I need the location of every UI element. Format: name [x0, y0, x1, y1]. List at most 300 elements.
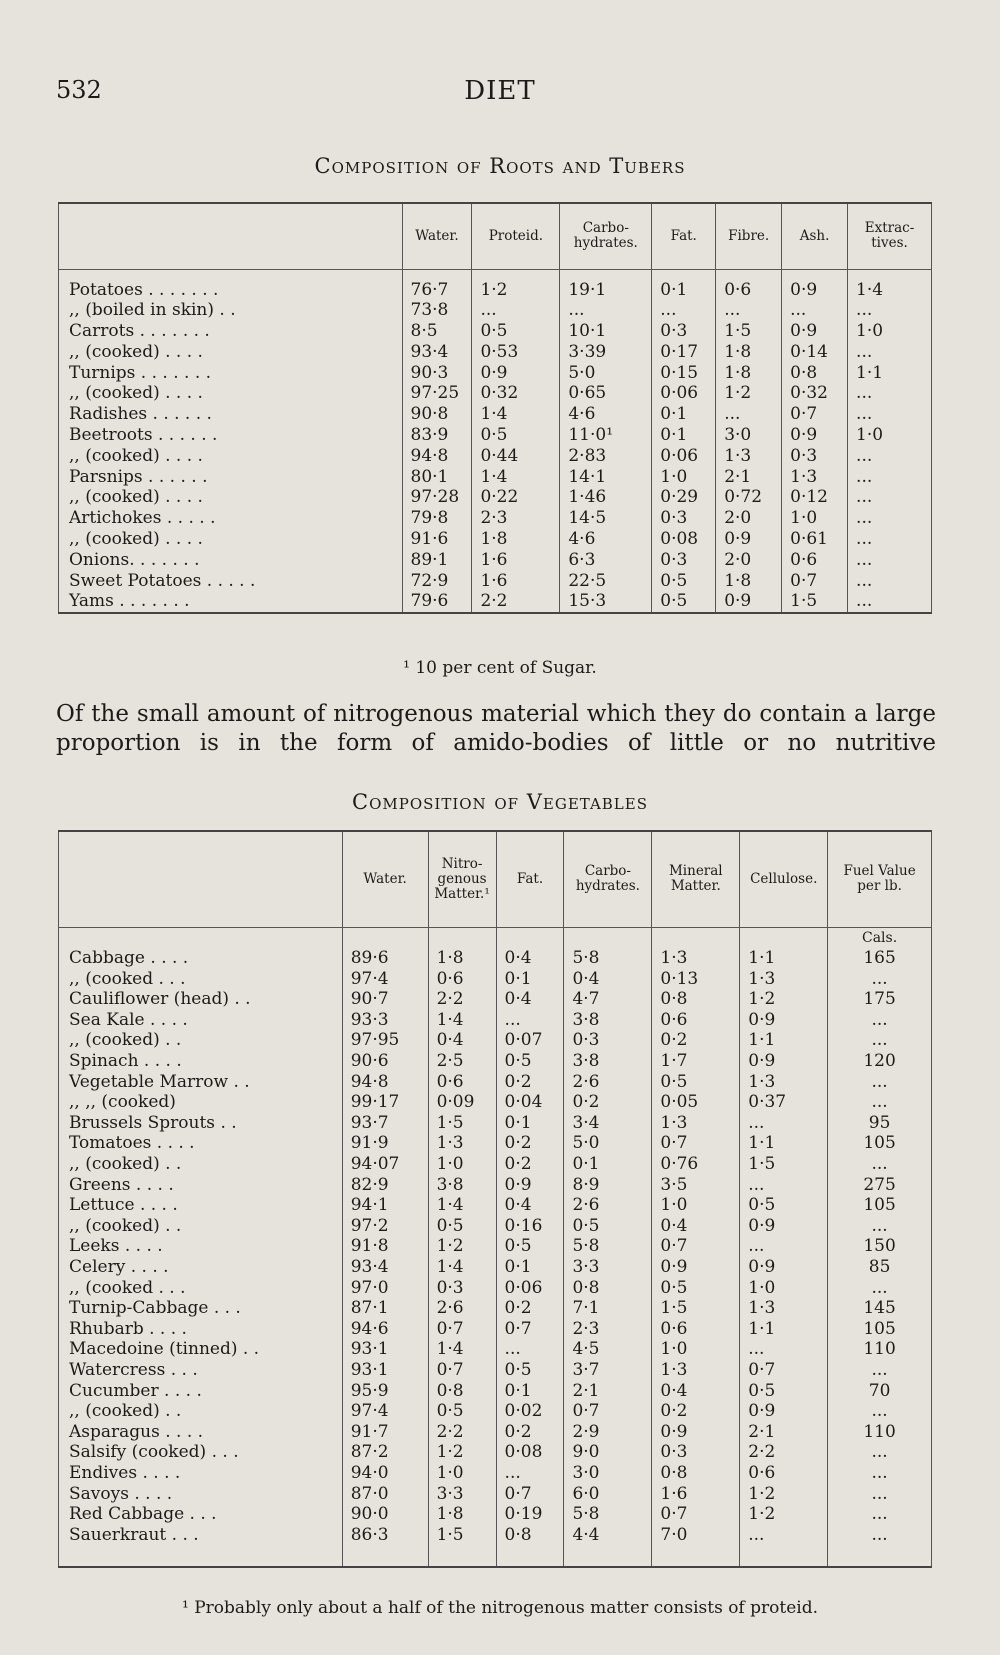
table-cell: 0·06 — [496, 1278, 564, 1299]
table-cell: ... — [740, 1175, 828, 1196]
row-label: ,, (cooked) . . — [69, 1401, 182, 1422]
table-cell: ... — [848, 404, 932, 425]
table-cell: 2·2 — [472, 591, 560, 613]
table-cell: 3·8 — [428, 1175, 496, 1196]
table-cell: 80·1 — [402, 467, 472, 488]
row-label: Cabbage . . . . — [69, 948, 189, 969]
table-cell: ... — [828, 1463, 932, 1484]
table-cell: 0·1 — [652, 280, 716, 301]
table-cell: 1·4 — [848, 280, 932, 301]
table-cell: 79·6 — [402, 591, 472, 613]
table-cell: 9·0 — [564, 1442, 652, 1463]
table-cell: 0·2 — [496, 1422, 564, 1443]
table-cell: 90·8 — [402, 404, 472, 425]
table-cell: 0·72 — [716, 487, 782, 508]
table-row — [59, 321, 932, 342]
table-cell: 0·08 — [496, 1442, 564, 1463]
table-cell: 15·3 — [560, 591, 652, 613]
table-cell: 0·12 — [782, 487, 848, 508]
table-row — [59, 591, 932, 613]
table-cell: 110 — [828, 1339, 932, 1360]
table-cell: 1·3 — [652, 948, 740, 969]
table-cell: ... — [496, 1463, 564, 1484]
roots-spacer-row — [59, 269, 932, 280]
table-cell: 0·7 — [652, 1504, 740, 1525]
table-cell: 1·0 — [740, 1278, 828, 1299]
row-label: ,, (cooked) . . — [69, 1154, 182, 1175]
table-cell: 1·0 — [782, 508, 848, 529]
table-cell: ... — [848, 300, 932, 321]
table-cell: 1·0 — [652, 1195, 740, 1216]
table-cell: 1·2 — [428, 1442, 496, 1463]
row-label: Red Cabbage . . . — [69, 1504, 217, 1525]
table-cell: 0·1 — [564, 1154, 652, 1175]
vegetables-table-title: Composition of Vegetables — [352, 790, 648, 814]
table-cell: 0·2 — [496, 1072, 564, 1093]
table-cell: 87·0 — [342, 1484, 428, 1505]
row-label: Radishes . . . . . . — [69, 404, 212, 425]
table-cell: 0·7 — [782, 571, 848, 592]
table-row — [59, 1072, 932, 1093]
table-row — [59, 1216, 932, 1237]
table-cell: ... — [828, 1072, 932, 1093]
table-cell: 0·1 — [496, 1257, 564, 1278]
table-cell: 0·65 — [560, 383, 652, 404]
roots-header: Carbo-hydrates. — [560, 203, 652, 269]
table-cell: 1·0 — [848, 425, 932, 446]
table-row — [59, 529, 932, 550]
table-cell: 0·2 — [652, 1030, 740, 1051]
table-row — [59, 1257, 932, 1278]
table-cell: 1·1 — [740, 948, 828, 969]
vegetables-table-body — [59, 927, 932, 1567]
table-cell: ... — [828, 1092, 932, 1113]
table-row — [59, 1360, 932, 1381]
table-cell: 0·3 — [564, 1030, 652, 1051]
table-cell: 87·2 — [342, 1442, 428, 1463]
table-cell: 97·28 — [402, 487, 472, 508]
table-row — [59, 383, 932, 404]
table-cell: 0·6 — [740, 1463, 828, 1484]
row-label: Carrots . . . . . . . — [69, 321, 210, 342]
table-cell: 0·8 — [652, 1463, 740, 1484]
table-cell: ... — [848, 446, 932, 467]
table-cell: 175 — [828, 989, 932, 1010]
table-cell: 0·9 — [782, 425, 848, 446]
table-cell: ... — [848, 550, 932, 571]
vegetables-header: Fuel Value per lb. — [828, 831, 932, 927]
roots-footnote: ¹ 10 per cent of Sugar. — [403, 658, 597, 678]
table-cell: ... — [848, 571, 932, 592]
table-row — [59, 1504, 932, 1525]
row-label: Turnips . . . . . . . — [69, 362, 212, 383]
table-cell: 0·3 — [652, 321, 716, 342]
table-cell: 1·0 — [848, 321, 932, 342]
table-cell: 2·0 — [716, 550, 782, 571]
table-cell: ... — [652, 300, 716, 321]
table-cell: 11·0¹ — [560, 425, 652, 446]
row-label: ,, (cooked) . . — [69, 1215, 182, 1236]
table-cell: 0·8 — [564, 1278, 652, 1299]
table-cell: 120 — [828, 1051, 932, 1072]
table-cell: 1·4 — [428, 1339, 496, 1360]
table-cell: 3·8 — [564, 1051, 652, 1072]
table-cell: 14·5 — [560, 508, 652, 529]
table-cell: 0·9 — [740, 1051, 828, 1072]
table-cell: 1·8 — [472, 529, 560, 550]
table-cell: 0·9 — [740, 1216, 828, 1237]
table-cell: 7·1 — [564, 1298, 652, 1319]
table-cell: 1·5 — [740, 1154, 828, 1175]
table-cell: 0·61 — [782, 529, 848, 550]
table-row — [59, 1298, 932, 1319]
table-cell: 14·1 — [560, 467, 652, 488]
vegetables-footnote: ¹ Probably only about a half of the nitrogenous matter consists of proteid. — [182, 1598, 818, 1618]
table-cell: 1·1 — [740, 1030, 828, 1051]
table-cell: 1·3 — [428, 1133, 496, 1154]
table-row — [59, 467, 932, 488]
table-cell: 2·3 — [564, 1319, 652, 1340]
table-cell: 1·3 — [740, 1298, 828, 1319]
table-cell: 150 — [828, 1236, 932, 1257]
table-cell: 1·3 — [652, 1360, 740, 1381]
table-cell: ... — [496, 1339, 564, 1360]
row-label: Parsnips . . . . . . — [69, 466, 208, 487]
table-row — [59, 363, 932, 384]
table-cell: 97·2 — [342, 1216, 428, 1237]
table-row — [59, 342, 932, 363]
table-cell: 0·17 — [652, 342, 716, 363]
table-cell: ... — [828, 1154, 932, 1175]
table-cell: 2·6 — [564, 1195, 652, 1216]
table-cell: ... — [828, 1278, 932, 1299]
table-cell: ... — [740, 1525, 828, 1546]
fuel-units-label: Cals. — [828, 927, 932, 948]
table-cell: 1·5 — [428, 1525, 496, 1546]
table-cell: 165 — [828, 948, 932, 969]
table-cell: 0·5 — [652, 571, 716, 592]
table-cell: 105 — [828, 1319, 932, 1340]
table-cell: 0·9 — [782, 280, 848, 301]
table-cell: ... — [848, 383, 932, 404]
table-cell: 0·32 — [472, 383, 560, 404]
table-cell: 0·3 — [652, 550, 716, 571]
row-label: Asparagus . . . . — [69, 1421, 204, 1442]
row-label: Potatoes . . . . . . . — [69, 279, 219, 300]
table-cell: 19·1 — [560, 280, 652, 301]
table-cell: 1·2 — [716, 383, 782, 404]
table-row — [59, 1195, 932, 1216]
row-label: Rhubarb . . . . — [69, 1318, 187, 1339]
table-cell: 0·2 — [496, 1154, 564, 1175]
table-cell: 0·22 — [472, 487, 560, 508]
table-cell: ... — [828, 1030, 932, 1051]
table-cell: 1·4 — [428, 1010, 496, 1031]
table-cell: 3·3 — [564, 1257, 652, 1278]
table-cell: 8·9 — [564, 1175, 652, 1196]
row-label: Yams . . . . . . . — [69, 591, 190, 612]
table-cell: 0·2 — [652, 1401, 740, 1422]
body-paragraph: Of the small amount of nitrogenous material which they do contain a large proportion is in the form of amido-bodies of little or no nutritive — [56, 701, 936, 756]
table-cell: 0·1 — [652, 425, 716, 446]
table-cell: 0·5 — [652, 1278, 740, 1299]
table-cell: 94·07 — [342, 1154, 428, 1175]
table-cell: 0·8 — [782, 363, 848, 384]
table-cell: 0·5 — [472, 321, 560, 342]
table-row — [59, 1381, 932, 1402]
table-row — [59, 1051, 932, 1072]
table-row — [59, 300, 932, 321]
table-cell: 1·8 — [716, 571, 782, 592]
vegetables-header: Cellulose. — [740, 831, 828, 927]
vegetables-table — [58, 830, 932, 1568]
table-cell: 1·4 — [428, 1257, 496, 1278]
table-cell: ... — [782, 300, 848, 321]
table-cell: 1·2 — [740, 1504, 828, 1525]
table-cell: 4·6 — [560, 404, 652, 425]
row-label: ,, (cooked) . . . . — [69, 341, 203, 362]
table-cell: ... — [828, 1484, 932, 1505]
table-cell: 0·9 — [782, 321, 848, 342]
table-cell: 2·83 — [560, 446, 652, 467]
table-cell: 93·4 — [342, 1257, 428, 1278]
table-cell: 0·19 — [496, 1504, 564, 1525]
table-row — [59, 1092, 932, 1113]
table-cell: 0·9 — [740, 1257, 828, 1278]
table-cell: 0·5 — [740, 1381, 828, 1402]
table-cell: ... — [828, 1442, 932, 1463]
table-cell: 79·8 — [402, 508, 472, 529]
table-row — [59, 508, 932, 529]
table-cell: 0·9 — [740, 1401, 828, 1422]
table-cell: 2·2 — [740, 1442, 828, 1463]
table-cell: 1·5 — [716, 321, 782, 342]
table-cell: 70 — [828, 1381, 932, 1402]
table-cell: 0·2 — [496, 1133, 564, 1154]
row-label: Vegetable Marrow . . — [69, 1071, 250, 1092]
row-label: Salsify (cooked) . . . — [69, 1442, 239, 1463]
table-cell: 0·16 — [496, 1216, 564, 1237]
table-cell: 95·9 — [342, 1381, 428, 1402]
table-row — [59, 969, 932, 990]
table-cell: 0·6 — [652, 1319, 740, 1340]
table-cell: 0·5 — [740, 1195, 828, 1216]
row-label: Artichokes . . . . . — [69, 508, 216, 529]
table-cell: 0·7 — [428, 1319, 496, 1340]
row-label: Cucumber . . . . — [69, 1380, 202, 1401]
table-cell: 0·4 — [428, 1030, 496, 1051]
table-cell: 89·6 — [342, 948, 428, 969]
table-cell: 0·9 — [740, 1010, 828, 1031]
row-label: Cauliflower (head) . . — [69, 989, 251, 1010]
row-label: ,, (cooked . . . — [69, 968, 186, 989]
table-cell: 0·7 — [782, 404, 848, 425]
table-cell: 95 — [828, 1113, 932, 1134]
table-cell: 0·4 — [564, 969, 652, 990]
table-cell: ... — [828, 1010, 932, 1031]
table-cell: 97·0 — [342, 1278, 428, 1299]
table-cell: 1·6 — [472, 550, 560, 571]
row-label: Greens . . . . — [69, 1174, 174, 1195]
table-cell: ... — [848, 342, 932, 363]
table-cell: 91·8 — [342, 1236, 428, 1257]
row-label: ,, (cooked) . . — [69, 1030, 182, 1051]
table-cell: 2·6 — [428, 1298, 496, 1319]
table-cell: 4·5 — [564, 1339, 652, 1360]
table-cell: ... — [828, 1504, 932, 1525]
table-cell: 0·7 — [564, 1401, 652, 1422]
table-cell: ... — [848, 508, 932, 529]
table-cell: 83·9 — [402, 425, 472, 446]
table-cell: ... — [828, 1360, 932, 1381]
table-cell: 1·3 — [740, 969, 828, 990]
table-cell: 1·5 — [428, 1113, 496, 1134]
table-cell: 0·5 — [496, 1360, 564, 1381]
table-cell: 0·02 — [496, 1401, 564, 1422]
table-cell: ... — [828, 1216, 932, 1237]
table-cell: 5·8 — [564, 1504, 652, 1525]
table-cell: 275 — [828, 1175, 932, 1196]
table-row — [59, 989, 932, 1010]
table-cell: ... — [472, 300, 560, 321]
table-cell: 105 — [828, 1195, 932, 1216]
table-row — [59, 1010, 932, 1031]
table-cell: 0·5 — [496, 1236, 564, 1257]
row-label: ,, ,, (cooked) — [69, 1092, 176, 1113]
table-row — [59, 404, 932, 425]
row-label: ,, (boiled in skin) . . — [69, 300, 236, 321]
row-label: ,, (cooked) . . . . — [69, 487, 203, 508]
roots-table — [58, 202, 932, 614]
table-cell: 1·2 — [740, 1484, 828, 1505]
table-cell: 0·7 — [496, 1484, 564, 1505]
row-label: Sea Kale . . . . — [69, 1009, 188, 1030]
row-label: ,, (cooked . . . — [69, 1277, 186, 1298]
table-cell: 2·1 — [740, 1422, 828, 1443]
table-cell: 1·8 — [428, 1504, 496, 1525]
table-row — [59, 1525, 932, 1546]
table-row — [59, 1422, 932, 1443]
table-cell: 0·15 — [652, 363, 716, 384]
table-cell: 0·29 — [652, 487, 716, 508]
table-cell: 0·13 — [652, 969, 740, 990]
table-cell: 0·5 — [428, 1216, 496, 1237]
table-cell: 0·1 — [652, 404, 716, 425]
row-label: Endives . . . . — [69, 1462, 181, 1483]
table-cell: 97·95 — [342, 1030, 428, 1051]
table-cell: 1·0 — [428, 1463, 496, 1484]
table-cell: 1·2 — [740, 989, 828, 1010]
row-label: ,, (cooked) . . . . — [69, 383, 203, 404]
table-row — [59, 1154, 932, 1175]
row-label: Leeks . . . . — [69, 1236, 163, 1257]
table-cell: 1·3 — [740, 1072, 828, 1093]
table-cell: 110 — [828, 1422, 932, 1443]
table-cell: 0·7 — [652, 1236, 740, 1257]
table-cell: 0·2 — [564, 1092, 652, 1113]
table-cell: 1·0 — [428, 1154, 496, 1175]
table-cell: 5·8 — [564, 1236, 652, 1257]
table-cell: 0·44 — [472, 446, 560, 467]
table-cell: 91·9 — [342, 1133, 428, 1154]
table-cell: 0·76 — [652, 1154, 740, 1175]
table-row — [59, 1133, 932, 1154]
table-cell: 0·4 — [652, 1216, 740, 1237]
table-cell: 1·8 — [716, 363, 782, 384]
table-cell: 0·08 — [652, 529, 716, 550]
table-cell: 94·6 — [342, 1319, 428, 1340]
table-cell: 0·07 — [496, 1030, 564, 1051]
table-cell: 1·6 — [652, 1484, 740, 1505]
table-cell: 0·7 — [652, 1133, 740, 1154]
table-cell: 0·9 — [652, 1422, 740, 1443]
table-cell: 0·04 — [496, 1092, 564, 1113]
table-cell: 1·6 — [472, 571, 560, 592]
roots-header-blank — [59, 203, 403, 269]
table-cell: ... — [560, 300, 652, 321]
table-cell: 1·4 — [472, 404, 560, 425]
table-cell: 3·7 — [564, 1360, 652, 1381]
table-cell: 1·1 — [740, 1319, 828, 1340]
table-cell: 10·1 — [560, 321, 652, 342]
vegetables-header: Fat. — [496, 831, 564, 927]
table-cell: 3·3 — [428, 1484, 496, 1505]
table-row — [59, 1401, 932, 1422]
table-cell: 5·0 — [564, 1133, 652, 1154]
table-cell: 90·3 — [402, 363, 472, 384]
table-cell: 0·9 — [716, 529, 782, 550]
table-row — [59, 571, 932, 592]
table-cell: ... — [848, 487, 932, 508]
table-cell: 1·3 — [782, 467, 848, 488]
roots-table-body — [59, 269, 932, 613]
running-head: DIET — [464, 76, 536, 106]
table-cell: 89·1 — [402, 550, 472, 571]
table-cell: 2·1 — [564, 1381, 652, 1402]
row-label: Spinach . . . . — [69, 1051, 182, 1072]
roots-header: Fat. — [652, 203, 716, 269]
table-cell: 1·3 — [716, 446, 782, 467]
table-cell: 2·6 — [564, 1072, 652, 1093]
table-cell: 1·2 — [472, 280, 560, 301]
table-cell: 0·3 — [428, 1278, 496, 1299]
table-cell: 0·14 — [782, 342, 848, 363]
table-cell: 87·1 — [342, 1298, 428, 1319]
table-cell: 94·8 — [342, 1072, 428, 1093]
table-cell: ... — [496, 1010, 564, 1031]
vegetables-end-row — [59, 1545, 932, 1567]
table-cell: 97·25 — [402, 383, 472, 404]
table-cell: 0·32 — [782, 383, 848, 404]
row-label: Lettuce . . . . — [69, 1195, 178, 1216]
table-row — [59, 446, 932, 467]
table-cell: 0·6 — [782, 550, 848, 571]
table-cell: ... — [828, 969, 932, 990]
row-label: ,, (cooked) . . . . — [69, 529, 203, 550]
table-cell: 4·6 — [560, 529, 652, 550]
table-row — [59, 1484, 932, 1505]
roots-header: Ash. — [782, 203, 848, 269]
roots-header: Extrac-tives. — [848, 203, 932, 269]
table-cell: 0·6 — [716, 280, 782, 301]
table-cell: 0·09 — [428, 1092, 496, 1113]
row-label: Beetroots . . . . . . — [69, 425, 218, 446]
table-cell: 1·2 — [428, 1236, 496, 1257]
table-cell: 93·1 — [342, 1360, 428, 1381]
row-label: Savoys . . . . — [69, 1483, 173, 1504]
table-cell: 0·9 — [472, 363, 560, 384]
table-cell: ... — [848, 529, 932, 550]
